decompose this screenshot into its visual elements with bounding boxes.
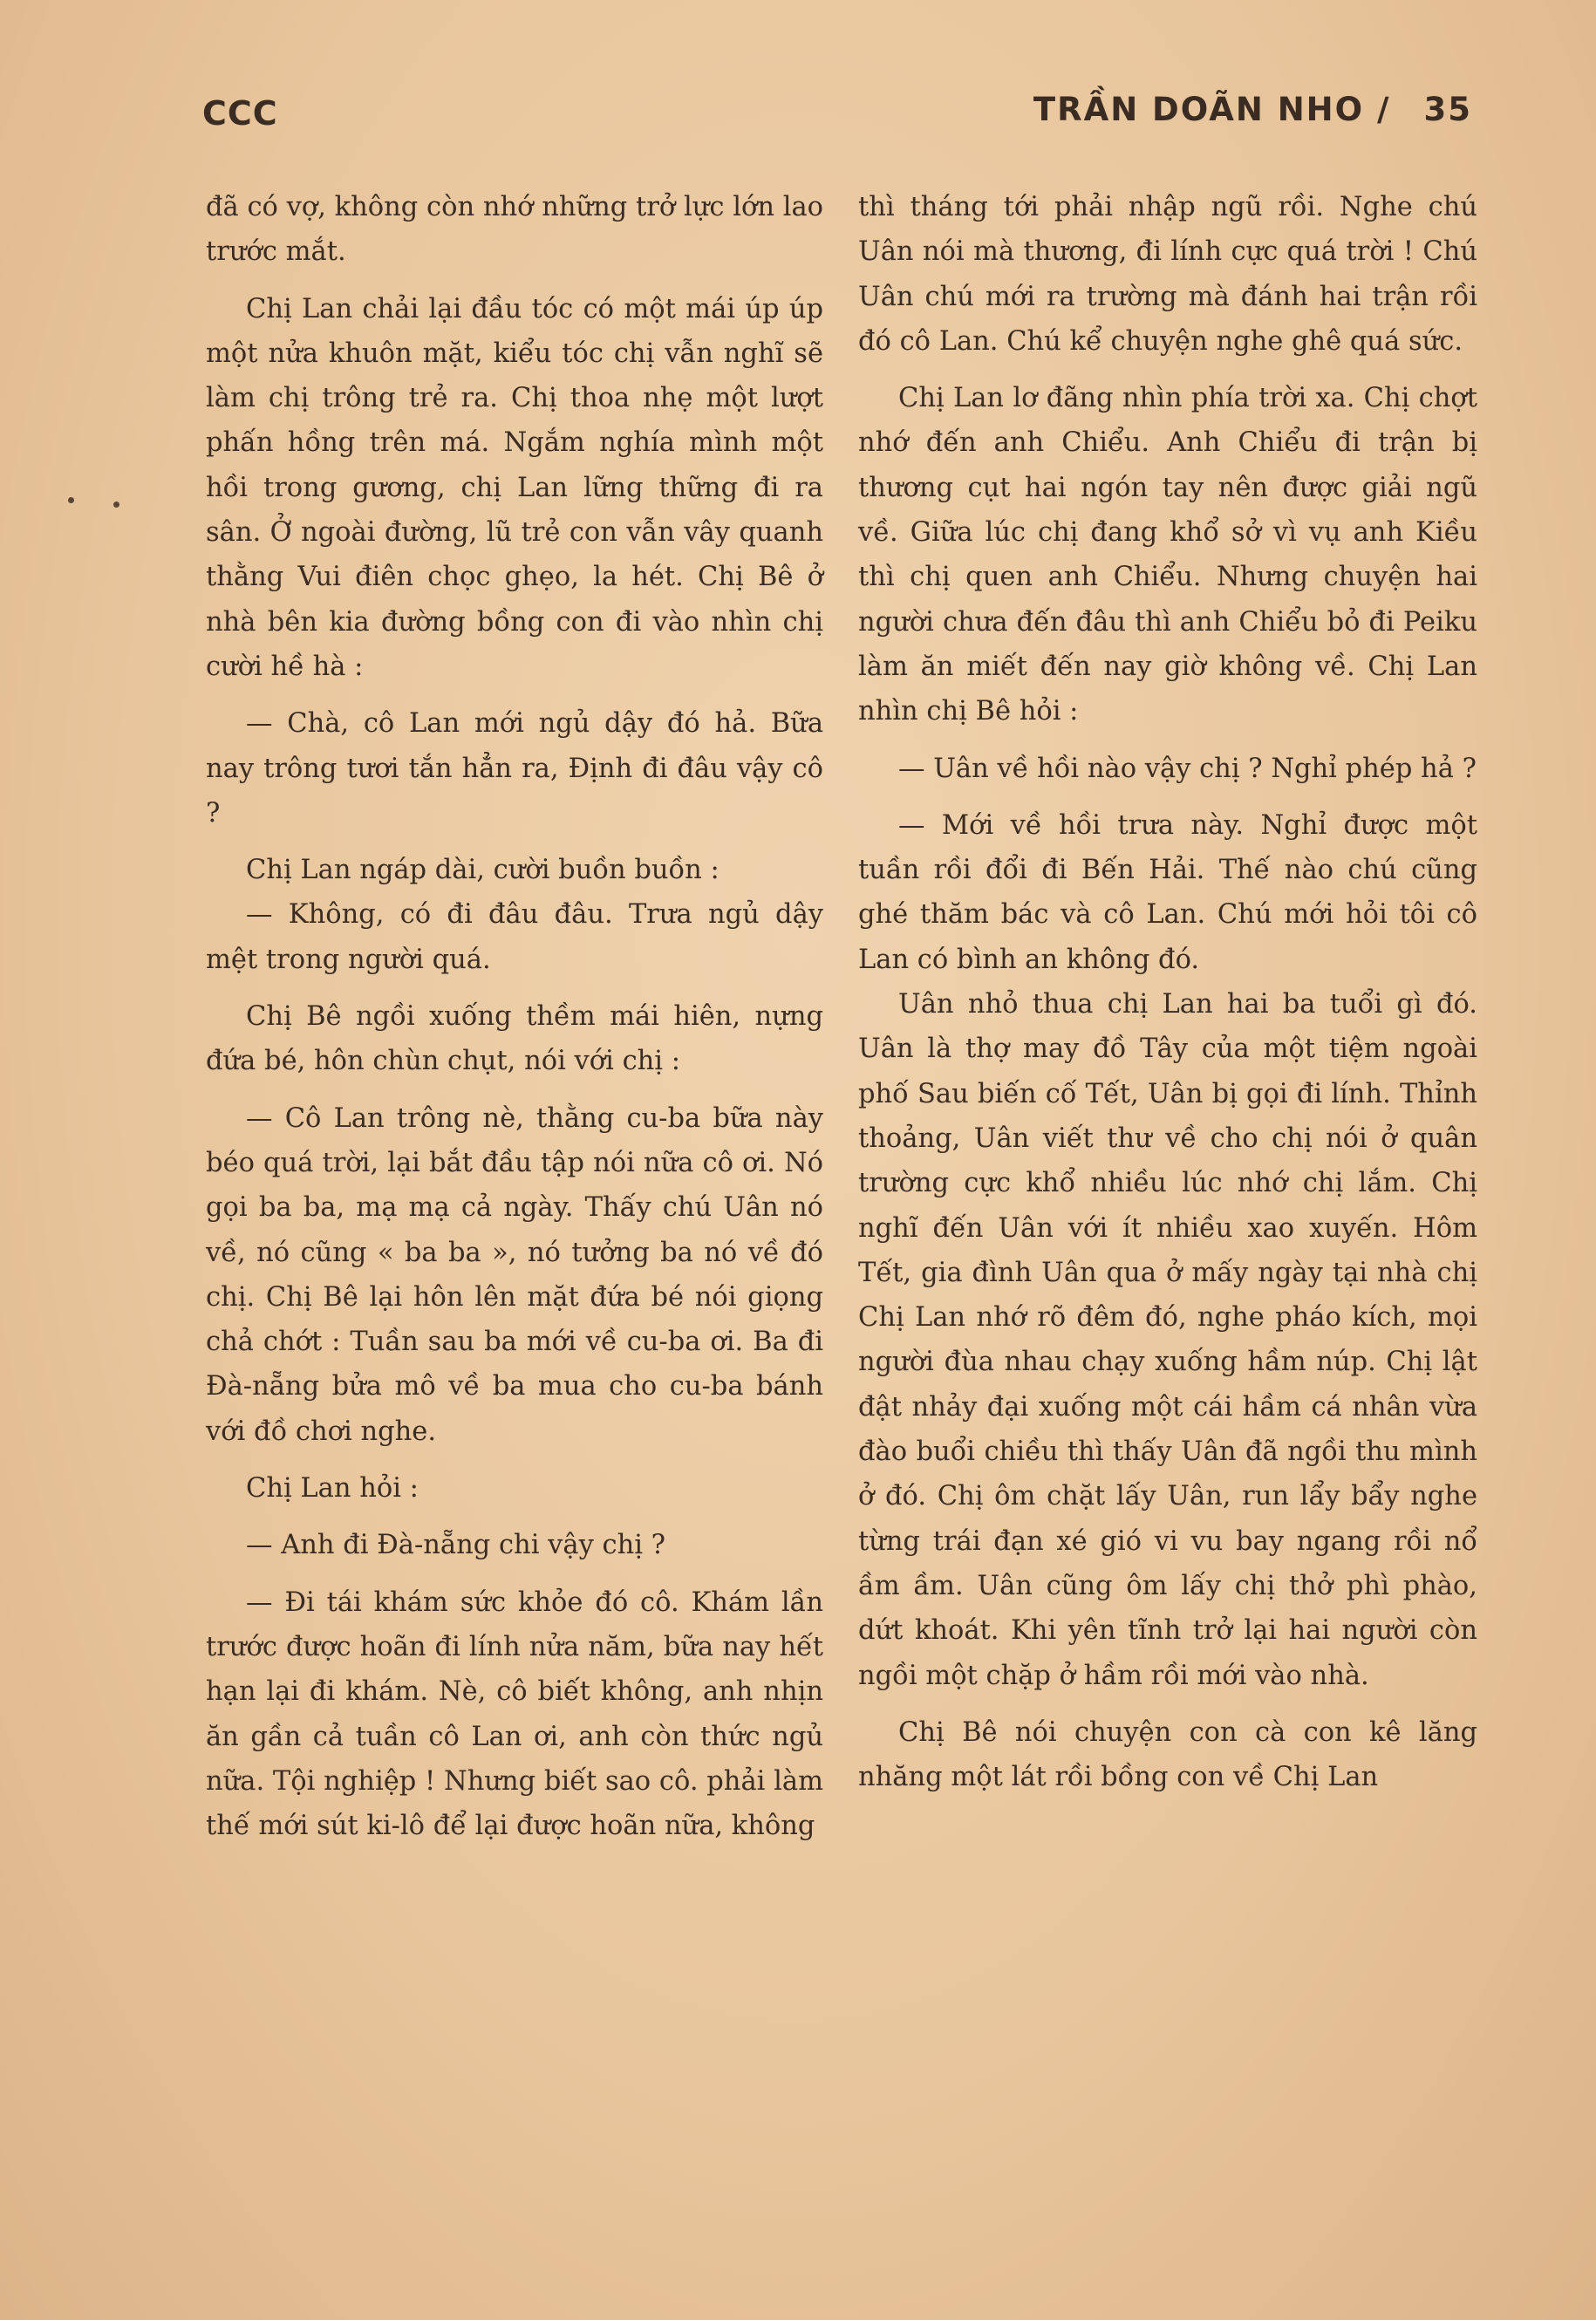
paragraph: Chị Bê ngồi xuống thềm mái hiên, nựng đứa bé, hôn chùn chụt, nói với chị :	[206, 1001, 823, 1077]
paragraph: — Chà, cô Lan mới ngủ dậy đó hả. Bữa nay trông tươi tắn hẳn ra, Định đi đâu vậy cô ?	[206, 708, 823, 829]
paragraph: thì tháng tới phải nhập ngũ rồi. Nghe chú Uân nói mà thương, đi lính cực quá trời ! Chú Uân chú mới ra trường mà đánh hai trận rồi đó cô Lan. Chú kể chuyện nghe ghê quá sức.	[858, 192, 1477, 357]
paragraph: Chị Bê nói chuyện con cà con kê lăng nhăng một lát rồi bồng con về Chị Lan	[858, 1716, 1477, 1793]
running-header-right	[1033, 91, 1472, 128]
paragraph: — Cô Lan trông nè, thằng cu-ba bữa này béo quá trời, lại bắt đầu tập nói nữa cô ơi. Nó gọi ba ba, mạ mạ cả ngày. Thấy chú Uân nó về, nó cũng « ba ba », nó tưởng ba nó về đó chị. Chị Bê lại hôn lên mặt đứa bé nói giọng chả chớt : Tuần sau ba mới về cu-ba ơi. Ba đi Đà-nẵng bửa mô về ba mua cho cu-ba bánh với đồ chơi nghe.	[206, 1102, 823, 1447]
page-number: 35	[1423, 91, 1472, 128]
author-name: TRẦN DOÃN NHO /	[1033, 91, 1391, 128]
paragraph: — Đi tái khám sức khỏe đó cô. Khám lần trước được hoãn đi lính nửa năm, bữa nay hết hạn lại đi khám. Nè, cô biết không, anh nhịn ăn gần cả tuần cô Lan ơi, anh còn thức ngủ nữa. Tội nghiệp ! Nhưng biết sao cô. phải làm thế mới sút ki-lô để lại được hoãn nữa, không	[206, 1586, 823, 1842]
right-text-column	[858, 185, 1477, 1799]
paragraph: — Mới về hồi trưa này. Nghỉ được một tuần rồi đổi đi Bến Hải. Thế nào chú cũng ghé thăm bác và cô Lan. Chú mới hỏi tôi cô Lan có bình an không đó.	[858, 809, 1477, 975]
margin-speck	[113, 502, 119, 508]
paragraph: Chị Lan hỏi :	[246, 1473, 419, 1505]
left-text-column	[206, 185, 823, 1848]
paragraph: đã có vợ, không còn nhớ những trở lực lớn lao trước mắt.	[206, 192, 823, 268]
paragraph: — Không, có đi đâu đâu. Trưa ngủ dậy mệt trong người quá.	[206, 899, 823, 975]
paragraph: Chị Lan lơ đãng nhìn phía trời xa. Chị chợt nhớ đến anh Chiểu. Anh Chiểu đi trận bị thương cụt hai ngón tay nên được giải ngũ về. Giữa lúc chị đang khổ sở vì vụ anh Kiều thì chị quen anh Chiểu. Nhưng chuyện hai người chưa đến đâu thì anh Chiểu bỏ đi Peiku làm ăn miết đến nay giờ không về. Chị Lan nhìn chị Bê hỏi :	[858, 383, 1477, 727]
margin-speck	[68, 497, 74, 503]
paragraph: Chị Lan chải lại đầu tóc có một mái úp úp một nửa khuôn mặt, kiểu tóc chị vẫn nghĩ sẽ làm chị trông trẻ ra. Chị thoa nhẹ một lượt phấn hồng trên má. Ngắm nghía mình một hồi trong gương, chị Lan lững thững đi ra sân. Ở ngoài đường, lũ trẻ con vẫn vây quanh thằng Vui điên chọc ghẹo, la hét. Chị Bê ở nhà bên kia đường bồng con đi vào nhìn chị cười hề hà :	[206, 293, 823, 682]
paragraph: Uân nhỏ thua chị Lan hai ba tuổi gì đó. Uân là thợ may đồ Tây của một tiệm ngoài phố Sau biến cố Tết, Uân bị gọi đi lính. Thỉnh thoảng, Uân viết thư về cho chị nói ở quân trường cực khổ nhiều lúc nhớ chị lắm. Chị nghĩ đến Uân với ít nhiều xao xuyến. Hôm Tết, gia đình Uân qua ở mấy ngày tại nhà chị Chị Lan nhớ rõ đêm đó, nghe pháo kích, mọi người đùa nhau chạy xuống hầm núp. Chị lật đật nhảy đại xuống một cái hầm cá nhân vừa đào buổi chiều thì thấy Uân đã ngồi thu mình ở đó. Chị ôm chặt lấy Uân, run lẩy bẩy nghe từng trái đạn xé gió vi vu bay ngang rồi nổ ầm ầm. Uân cũng ôm lấy chị thở phì phào, dứt khoát. Khi yên tĩnh trở lại hai người còn ngồi một chặp ở hầm rồi mới vào nhà.	[858, 989, 1477, 1691]
paragraph: — Uân về hồi nào vậy chị ? Nghỉ phép hả ?	[898, 753, 1477, 784]
paragraph: Chị Lan ngáp dài, cười buồn buồn :	[246, 855, 720, 886]
paragraph: — Anh đi Đà-nẵng chi vậy chị ?	[246, 1530, 666, 1561]
running-header-left: CCC	[202, 94, 278, 133]
